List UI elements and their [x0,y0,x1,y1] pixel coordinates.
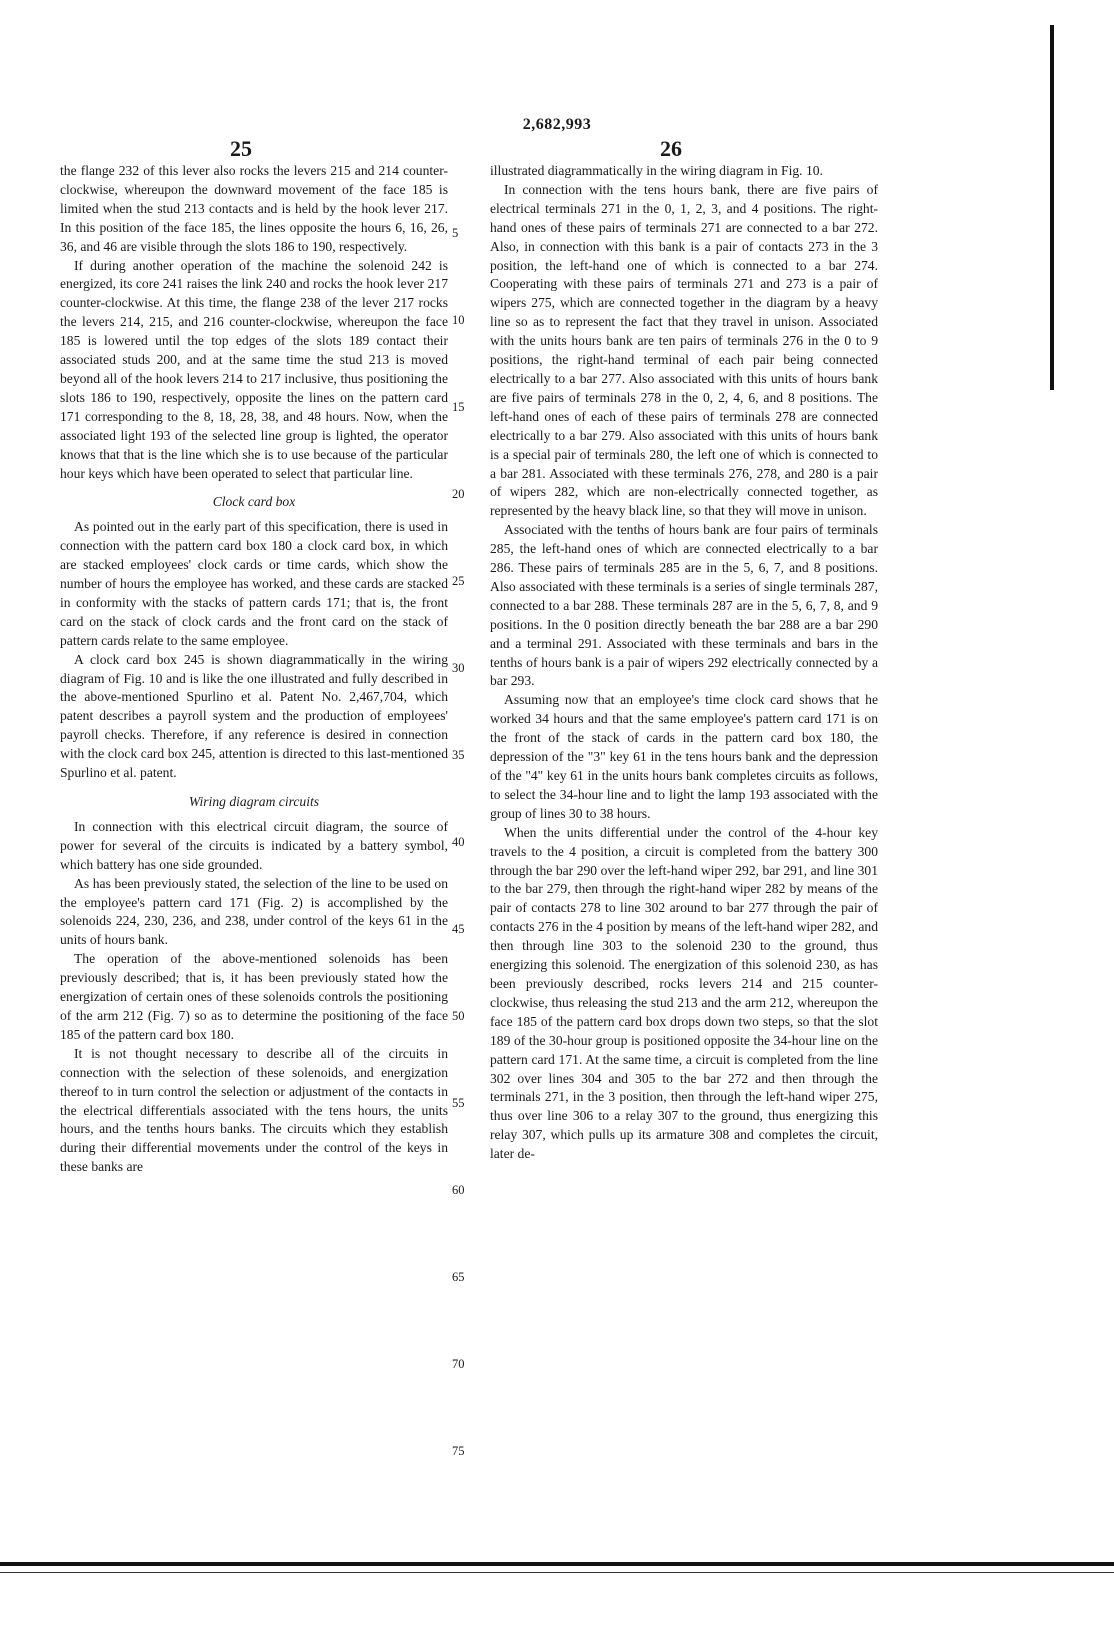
bottom-border-rule [0,1562,1114,1566]
line-number: 40 [452,835,465,849]
paragraph: The operation of the above-mentioned solenoids has been previously described; that is, it has been previously stated how the energization of certain ones of these solenoids controls the positioning of the arm 212 (Fig. 7) so as to determine the positioning of the face 185 of the pattern card box 180. [60,951,448,1042]
line-number: 20 [452,487,465,501]
paragraph: If during another operation of the machine the solenoid 242 is energized, its core 241 raises the link 240 and rocks the hook lever 217 counter-clockwise. At this time, the flange 238 of the lever 217 rocks the levers 214, 215, and 216 counter-clockwise, whereupon the face 185 is lowered until the top edges of the slots 189 contact their associated studs 200, and at the same time the stud 213 is moved beyond all of the hook levers 214 to 217 inclusive, thus positioning the slots 186 to 190, respectively, opposite the lines on the pattern card 171 corresponding to the 8, 18, 28, 38, and 48 hours. Now, when the associated light 193 of the selected line group is lighted, the operator knows that that is the line which she is to use because of the particular hour keys which have been operated to select that particular line. [60,257,448,481]
line-number: 15 [452,400,465,414]
line-number: 50 [452,1009,465,1023]
line-number: 30 [452,661,465,675]
right-text-column [490,162,878,1164]
section-heading: Wiring diagram circuits [188,794,320,809]
line-number: 70 [452,1357,465,1371]
line-number: 60 [452,1183,465,1197]
paragraph: illustrated diagrammatically in the wiring diagram in Fig. 10. [490,163,823,178]
line-number: 35 [452,748,465,762]
line-number: 25 [452,574,465,588]
line-number: 45 [452,922,465,936]
bottom-border-rule-thin [0,1572,1114,1573]
patent-number: 2,682,993 [522,116,592,133]
paragraph: Assuming now that an employee's time clock card shows that he worked 34 hours and that the same employee's pattern card 171 is on the front of the stack of cards in the pattern card box 180, the depression of the "3" key 61 in the tens hours bank and the depression of the "4" key 61 in the units hours bank completes circuits as follows, to select the 34-hour line and to light the lamp 193 associated with the group of lines 30 to 38 hours. [490,692,878,821]
paragraph: In connection with this electrical circuit diagram, the source of power for several of the circuits is indicated by a battery symbol, which battery has one side grounded. [60,818,448,872]
right-column-number: 26 [660,136,682,161]
paragraph: As has been previously stated, the selection of the line to be used on the employee's pattern card 171 (Fig. 2) is accomplished by the solenoids 224, 230, 236, and 238, under control of the keys 61 in the units of hours bank. [60,875,448,948]
paragraph: In connection with the tens hours bank, there are five pairs of electrical terminals 271 in the 0, 1, 2, 3, and 4 positions. The right-hand ones of these pairs of terminals 271 are connected to a bar 272. Also, in connection with this bank is a pair of contacts 273 in the 3 position, the left-hand one of which is connected to a bar 274. Cooperating with these pairs of terminals 271 and 273 is a pair of wipers 275, which are connected together in the diagram by a heavy line so as to represent the fact that they travel in unison. Associated with the units hours bank are ten pairs of terminals 276 in the 0 to 9 positions, the right-hand terminal of each pair being connected electrically to a bar 277. Also associated with this units of hours bank are five pairs of terminals 278 in the 0, 2, 4, 6, and 8 positions. The left-hand ones of each of these pairs of terminals 278 are connected electrically to a bar 279. Also associated with this units of hours bank is a special pair of terminals 280, the left one of which is connected to a bar 281. Associated with these terminals 276, 278, and 280 is a pair of wipers 282, which are non-electrically connected together, as represented by the heavy black line, so that they will move in unison. [490,181,878,519]
section-heading: Clock card box [212,494,296,510]
line-number: 10 [452,313,465,327]
line-number: 65 [452,1270,465,1284]
paragraph: When the units differential under the control of the 4-hour key travels to the 4 position, a circuit is completed from the battery 300 through the bar 290 over the left-hand wiper 292, bar 291, and line 301 to the bar 279, then through the right-hand wiper 282 by means of the pair of contacts 278 to line 302 around to bar 277 through the pair of contacts 276 in the 4 position by means of the left-hand wiper 282, and then through line 303 to the solenoid 230 to the ground, thus energizing this solenoid. The energization of this solenoid 230, as has been previously described, rocks levers 214 and 215 counter-clockwise, thus releasing the stud 213 and the arm 212, whereupon the face 185 of the pattern card box drops down two steps, so that the slot 189 of the 30-hour group is positioned opposite the 34-hour line on the pattern card 171. At the same time, a circuit is completed from the line 302 over lines 304 and 305 to the bar 272 and then through the terminals 271, in the 3 position, then through the left-hand wiper 275, thus over line 306 to a relay 307 to the ground, thus energizing this relay 307, which pulls up its armature 308 and completes the circuit, later de- [490,824,878,1162]
paragraph: the flange 232 of this lever also rocks the levers 215 and 214 counter-clockwise, whereupon the downward movement of the face 185 is limited when the stud 213 contacts and is held by the hook lever 217. In this position of the face 185, the lines opposite the hours 6, 16, 26, 36, and 46 are visible through the slots 186 to 190, respectively. [60,163,448,254]
paragraph: Associated with the tenths of hours bank are four pairs of terminals 285, the left-hand ones of which are connected electrically to a bar 286. These pairs of terminals 285 are in the 5, 6, 7, and 8 positions. Also associated with these terminals is a series of single terminals 287, connected to a bar 288. These terminals 287 are in the 5, 6, 7, 8, and 9 positions. In the 0 position directly beneath the bar 288 are a bar 290 and a terminal 291. Associated with these terminals and bars in the tenths of hours bank is a pair of wipers 292 electrically connected by a bar 293. [490,522,878,689]
line-number: 55 [452,1096,465,1110]
paragraph: As pointed out in the early part of this specification, there is used in connection with the pattern card box 180 a clock card box, in which are stacked employees' clock cards or time cards, which show the number of hours the employee has worked, and these cards are stacked in conformity with the stacks of pattern cards 171; that is, the front card on the stack of clock cards and the front card on the stack of pattern cards relate to the same employee. [60,519,448,648]
line-number: 5 [452,226,459,240]
scan-edge-bar [1050,25,1054,390]
left-column-number: 25 [230,136,252,161]
line-number: 75 [452,1444,465,1458]
line-number-gutter [452,0,486,1636]
paragraph: A clock card box 245 is shown diagrammatically in the wiring diagram of Fig. 10 and is like the one illustrated and fully described in the above-mentioned Spurlino et al. Patent No. 2,467,704, which patent describes a payroll system and the production of employees' payroll checks. Therefore, if any reference is desired in connection with the clock card box 245, attention is directed to this last-mentioned Spurlino et al. patent. [60,651,448,781]
left-text-column [60,162,448,1177]
paragraph: It is not thought necessary to describe all of the circuits in connection with the selection of these solenoids, and energization thereof to in turn control the selection or adjustment of the contacts in the electrical differentials associated with the tens hours, the units hours, and the tenths hours banks. The circuits which they establish during their differential movements under the control of the keys in these banks are [60,1045,448,1175]
